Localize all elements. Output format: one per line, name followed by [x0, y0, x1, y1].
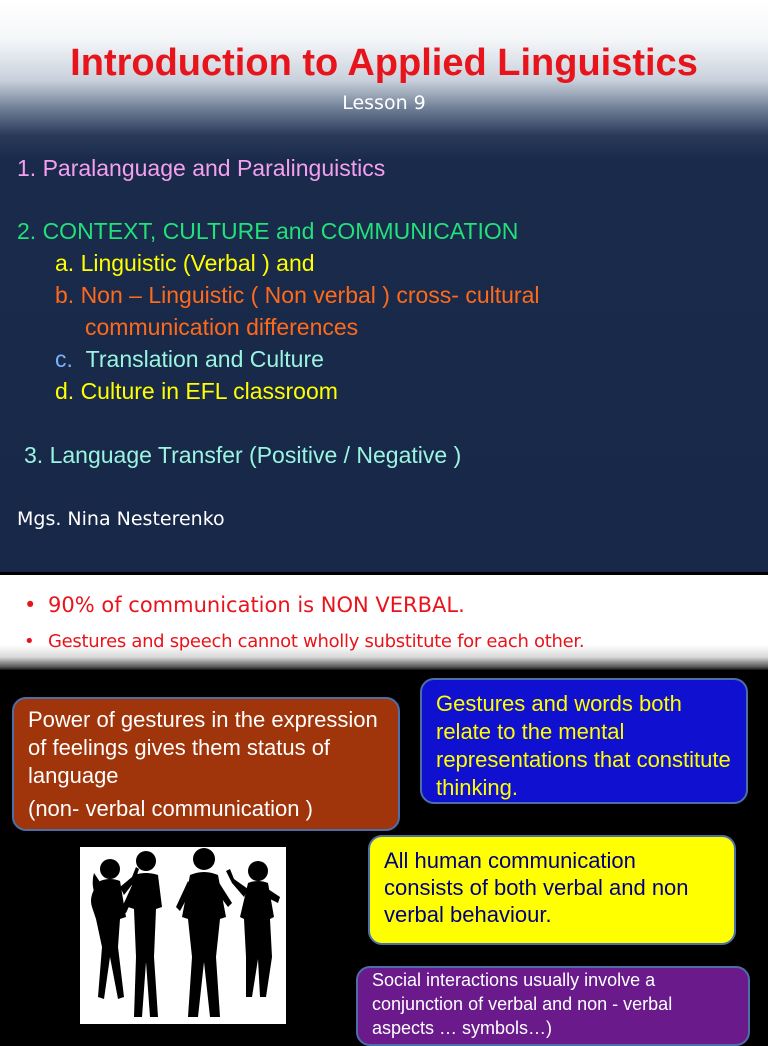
topic-item-2c	[55, 345, 324, 373]
social-interactions-box	[356, 966, 750, 1046]
topic-item-2b: b. Non – Linguistic ( Non verbal ) cross- cultural	[55, 282, 540, 308]
human-communication-text: All human communication consists of both verbal and non verbal behaviour.	[384, 848, 689, 927]
nonverbal-communication-label: (non- verbal communication )	[28, 796, 313, 821]
silhouette-man-center-left	[120, 851, 162, 1017]
topic-item-1: 1. Paralanguage and Paralinguistics	[17, 155, 386, 181]
bullet-item-1	[24, 591, 465, 619]
silhouette-woman-left	[91, 859, 139, 999]
gestures-words-box	[420, 678, 748, 804]
bullet-text-1: 90% of communication is NON VERBAL.	[48, 593, 465, 617]
topic-item-2b-cont: communication differences	[85, 314, 359, 340]
slide-title: Introduction to Applied Linguistics	[70, 42, 698, 84]
topic-item-2c-text: Translation and Culture	[85, 346, 324, 372]
bullet-banner	[0, 575, 768, 670]
bullet-text-2: Gestures and speech cannot wholly substitute for each other.	[48, 631, 585, 652]
gestures-power-text: Power of gestures in the expression of feelings gives them status of language	[28, 707, 378, 788]
people-silhouettes-image	[80, 847, 286, 1024]
social-interactions-text: Social interactions usually involve a conjunction of verbal and non - verbal aspects … symbols…)	[372, 970, 673, 1038]
topic-item-2: 2. CONTEXT, CULTURE and COMMUNICATION	[17, 218, 519, 244]
gestures-words-text: Gestures and words both relate to the mental representations that constitute thinking.	[436, 691, 731, 800]
bullet-dot: •	[24, 631, 35, 652]
topic-item-2a: a. Linguistic (Verbal ) and	[55, 250, 315, 276]
topic-item-3: 3. Language Transfer (Positive / Negative )	[24, 442, 462, 468]
topic-item-2d: d. Culture in EFL classroom	[55, 378, 338, 404]
bullet-item-2	[24, 630, 584, 654]
gestures-power-box	[12, 697, 400, 831]
silhouette-woman-right	[226, 861, 280, 997]
lesson-number: Lesson 9	[342, 92, 426, 114]
human-communication-box	[368, 835, 736, 945]
silhouettes-icon	[80, 847, 286, 1024]
silhouette-man-center-right	[176, 848, 232, 1017]
bullet-dot: •	[24, 593, 37, 617]
topic-item-2c-prefix: c.	[55, 346, 73, 372]
slide-nonverbal-communication	[0, 575, 768, 1038]
author-name: Mgs. Nina Nesterenko	[17, 508, 225, 530]
